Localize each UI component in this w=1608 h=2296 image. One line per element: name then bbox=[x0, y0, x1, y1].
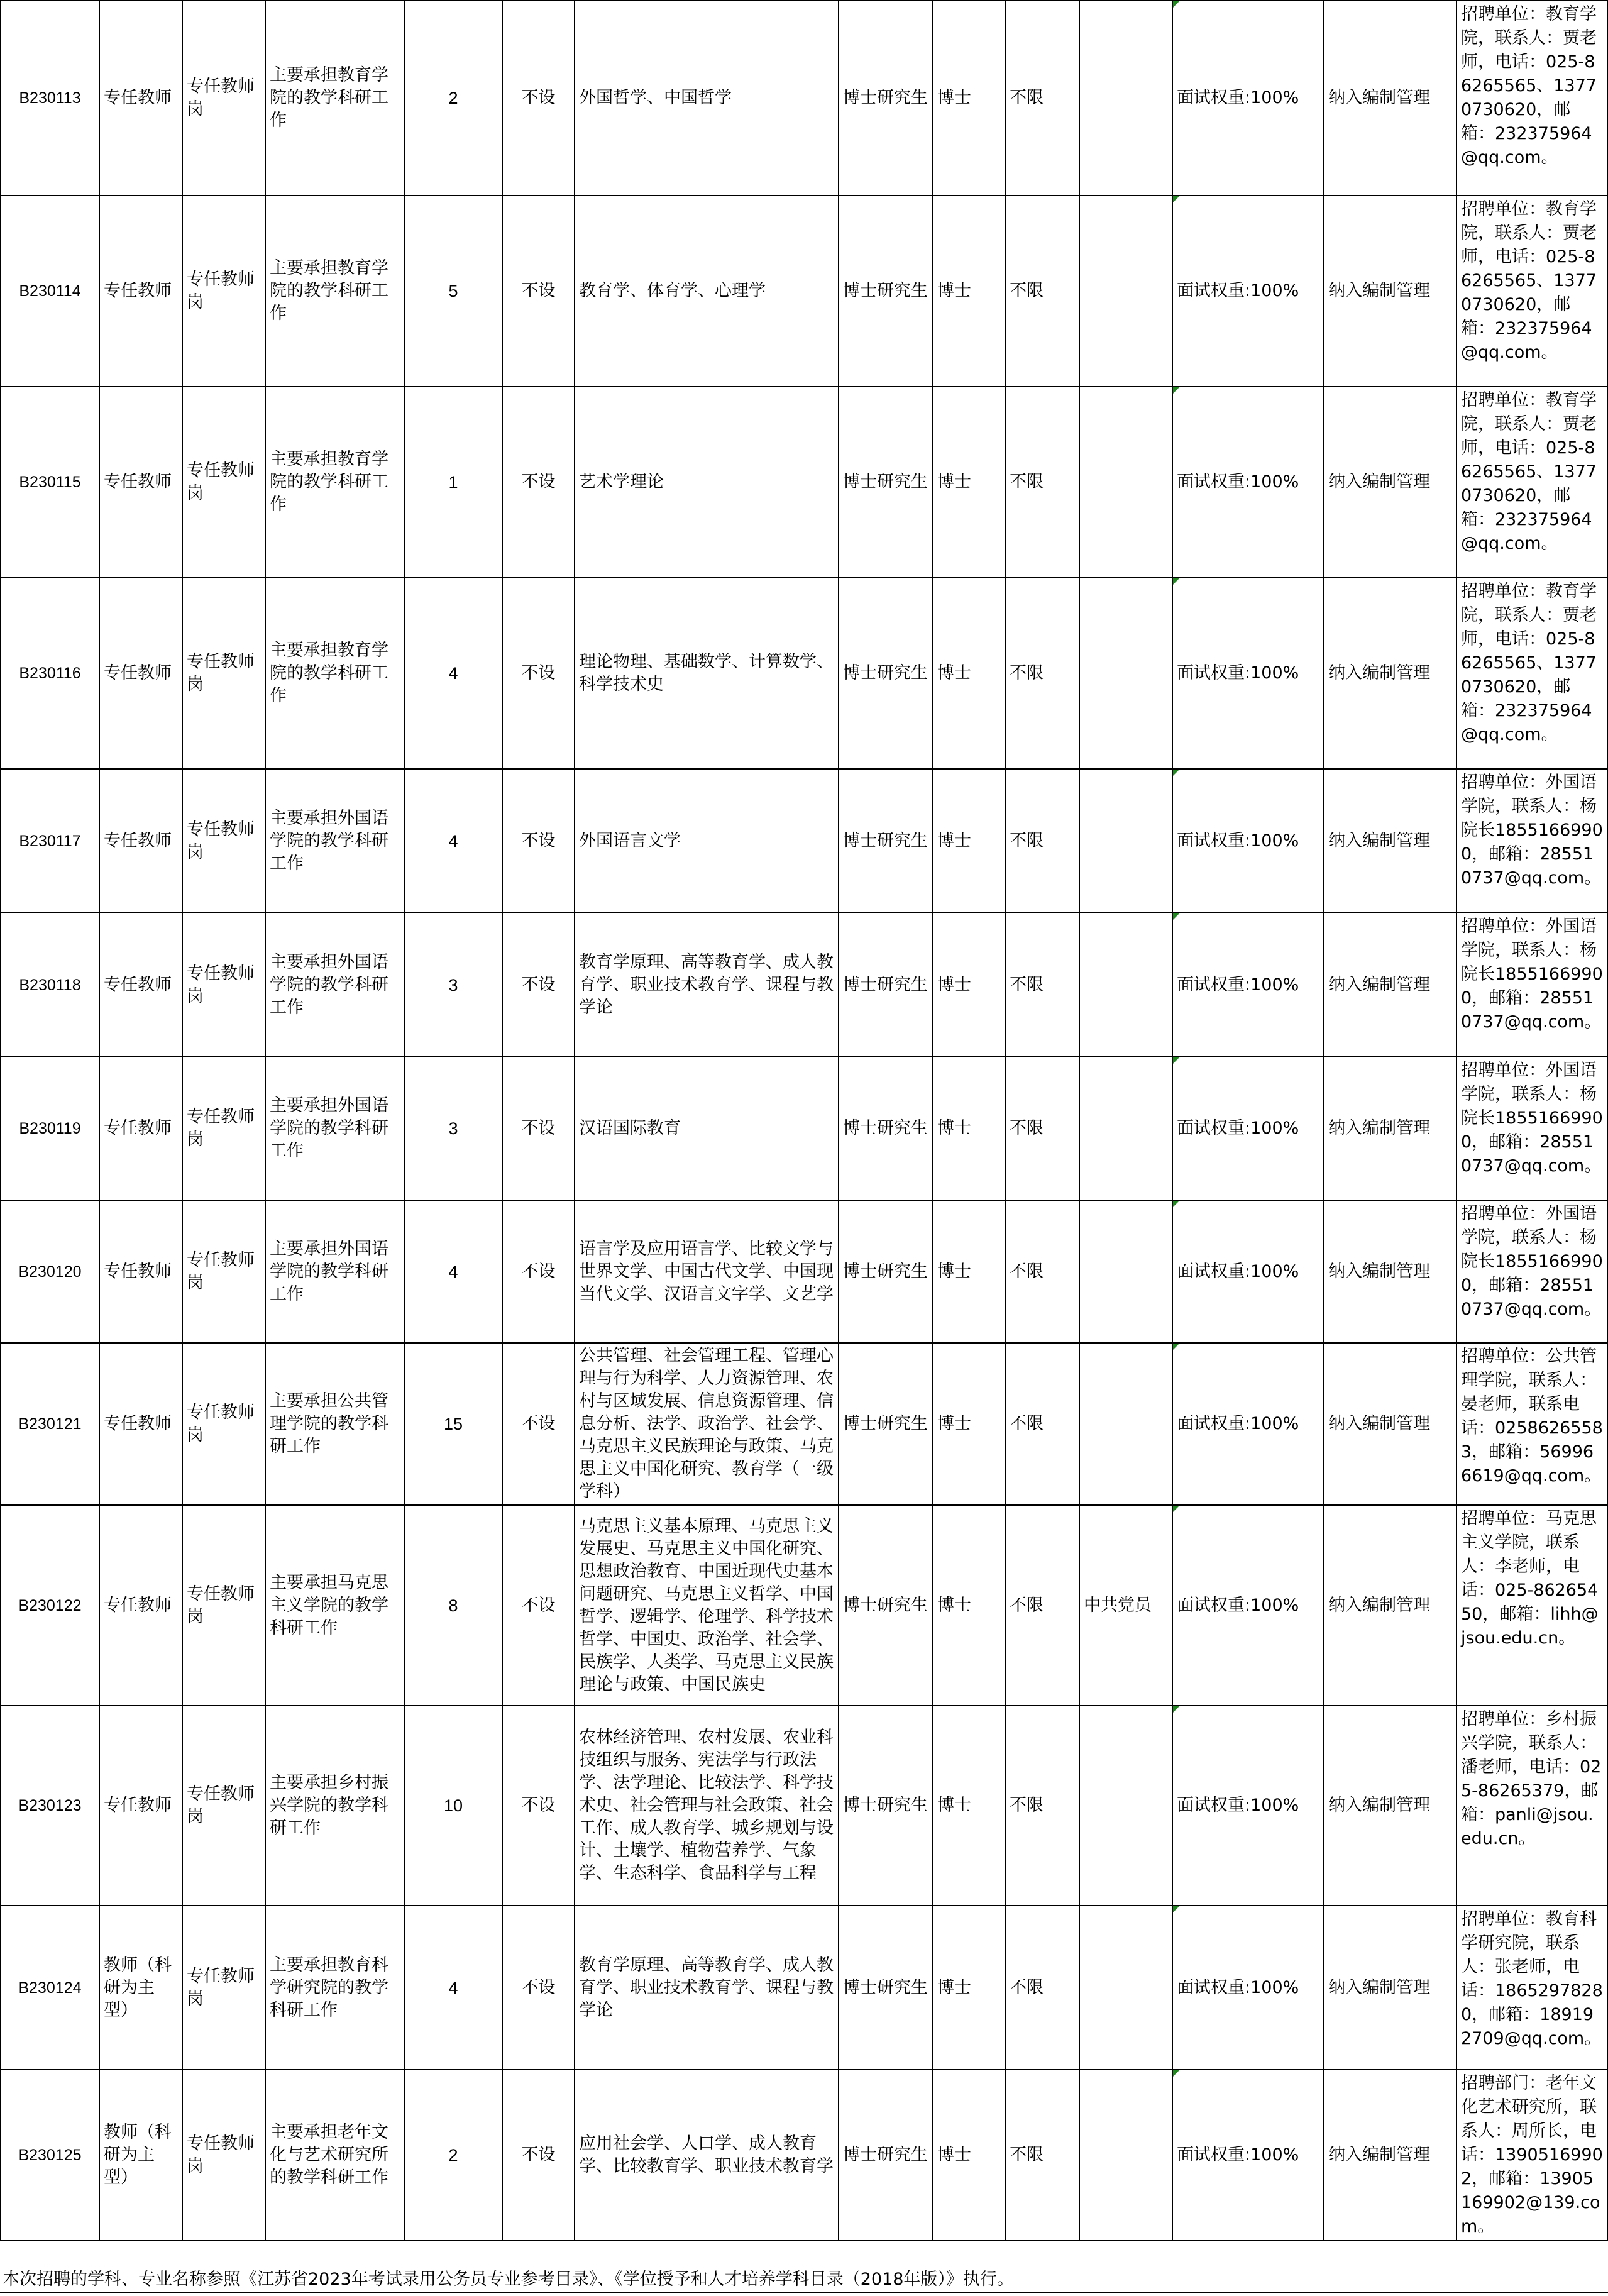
cell-contact: 招聘单位：外国语学院，联系人：杨院长18551669900，邮箱：285510737@qq.com。 bbox=[1457, 1057, 1607, 1200]
cell-exam: 面试权重:100% bbox=[1172, 1200, 1324, 1343]
cell-nature: 纳入编制管理 bbox=[1324, 2070, 1457, 2241]
cell-age: 不限 bbox=[1005, 913, 1079, 1057]
cell-major: 马克思主义基本原理、马克思主义发展史、马克思主义中国化研究、思想政治教育、中国近现代史基本问题研究、马克思主义哲学、中国哲学、逻辑学、伦理学、科学技术哲学、中国史、政治学、社会学、民族学、人类学、马克思主义民族理论与政策、中国民族史 bbox=[575, 1505, 839, 1706]
cell-ratio: 不设 bbox=[502, 387, 575, 578]
cell-other bbox=[1079, 1200, 1172, 1343]
cell-post: 专任教师岗 bbox=[182, 2070, 265, 2241]
cell-nature: 纳入编制管理 bbox=[1324, 769, 1457, 913]
cell-code: B230116 bbox=[1, 578, 99, 769]
cell-other bbox=[1079, 1057, 1172, 1200]
cell-count: 2 bbox=[404, 1, 502, 196]
table-row bbox=[1, 1343, 1607, 1505]
table-row bbox=[1, 1706, 1607, 1906]
cell-post: 专任教师岗 bbox=[182, 1200, 265, 1343]
table-row bbox=[1, 1200, 1607, 1343]
cell-major: 外国哲学、中国哲学 bbox=[575, 1, 839, 196]
cell-contact: 招聘单位：教育学院，联系人：贾老师，电话：025-86265565、13770730620，邮箱：232375964@qq.com。 bbox=[1457, 1, 1607, 196]
cell-edu: 博士研究生 bbox=[839, 1706, 933, 1906]
cell-edu: 博士研究生 bbox=[839, 387, 933, 578]
cell-code: B230122 bbox=[1, 1505, 99, 1706]
cell-ratio: 不设 bbox=[502, 1505, 575, 1706]
cell-age: 不限 bbox=[1005, 1, 1079, 196]
cell-other bbox=[1079, 196, 1172, 387]
cell-edu: 博士研究生 bbox=[839, 196, 933, 387]
cell-degree: 博士 bbox=[933, 1, 1005, 196]
cell-type: 专任教师 bbox=[99, 1200, 182, 1343]
table-row bbox=[1, 1057, 1607, 1200]
table-row bbox=[1, 769, 1607, 913]
cell-edu: 博士研究生 bbox=[839, 1, 933, 196]
cell-age: 不限 bbox=[1005, 1906, 1079, 2070]
cell-type: 专任教师 bbox=[99, 1706, 182, 1906]
cell-exam: 面试权重:100% bbox=[1172, 1343, 1324, 1505]
cell-edu: 博士研究生 bbox=[839, 913, 933, 1057]
cell-post: 专任教师岗 bbox=[182, 387, 265, 578]
cell-nature: 纳入编制管理 bbox=[1324, 578, 1457, 769]
cell-degree: 博士 bbox=[933, 1706, 1005, 1906]
cell-code: B230113 bbox=[1, 1, 99, 196]
cell-exam: 面试权重:100% bbox=[1172, 1505, 1324, 1706]
cell-contact: 招聘单位：外国语学院，联系人：杨院长18551669900，邮箱：285510737@qq.com。 bbox=[1457, 769, 1607, 913]
cell-edu: 博士研究生 bbox=[839, 1906, 933, 2070]
cell-contact: 招聘部门：老年文化艺术研究所，联系人：周所长，电话：13905169902，邮箱：13905169902@139.com。 bbox=[1457, 2070, 1607, 2241]
cell-type: 教师（科研为主型） bbox=[99, 1906, 182, 2070]
cell-degree: 博士 bbox=[933, 2070, 1005, 2241]
cell-other bbox=[1079, 387, 1172, 578]
cell-post: 专任教师岗 bbox=[182, 913, 265, 1057]
cell-contact: 招聘单位：马克思主义学院，联系人：李老师，电话：025-86265450，邮箱：lihh@jsou.edu.cn。 bbox=[1457, 1505, 1607, 1706]
cell-ratio: 不设 bbox=[502, 1, 575, 196]
cell-type: 专任教师 bbox=[99, 1, 182, 196]
cell-contact: 招聘单位：外国语学院，联系人：杨院长18551669900，邮箱：285510737@qq.com。 bbox=[1457, 1200, 1607, 1343]
cell-nature: 纳入编制管理 bbox=[1324, 196, 1457, 387]
cell-nature: 纳入编制管理 bbox=[1324, 1057, 1457, 1200]
cell-post: 专任教师岗 bbox=[182, 1, 265, 196]
cell-code: B230117 bbox=[1, 769, 99, 913]
table-row bbox=[1, 196, 1607, 387]
cell-type: 专任教师 bbox=[99, 196, 182, 387]
cell-duty: 主要承担马克思主义学院的教学科研工作 bbox=[265, 1505, 404, 1706]
cell-contact: 招聘单位：教育学院，联系人：贾老师，电话：025-86265565、13770730620，邮箱：232375964@qq.com。 bbox=[1457, 387, 1607, 578]
cell-type: 专任教师 bbox=[99, 1057, 182, 1200]
cell-age: 不限 bbox=[1005, 769, 1079, 913]
cell-exam: 面试权重:100% bbox=[1172, 913, 1324, 1057]
cell-code: B230114 bbox=[1, 196, 99, 387]
cell-post: 专任教师岗 bbox=[182, 1906, 265, 2070]
cell-duty: 主要承担公共管理学院的教学科研工作 bbox=[265, 1343, 404, 1505]
cell-code: B230118 bbox=[1, 913, 99, 1057]
cell-contact: 招聘单位：教育学院，联系人：贾老师，电话：025-86265565、13770730620，邮箱：232375964@qq.com。 bbox=[1457, 578, 1607, 769]
cell-nature: 纳入编制管理 bbox=[1324, 1906, 1457, 2070]
cell-contact: 招聘单位：教育学院，联系人：贾老师，电话：025-86265565、13770730620，邮箱：232375964@qq.com。 bbox=[1457, 196, 1607, 387]
cell-other bbox=[1079, 1706, 1172, 1906]
cell-exam: 面试权重:100% bbox=[1172, 196, 1324, 387]
cell-duty: 主要承担教育学院的教学科研工作 bbox=[265, 387, 404, 578]
cell-other bbox=[1079, 578, 1172, 769]
cell-other bbox=[1079, 913, 1172, 1057]
cell-duty: 主要承担外国语学院的教学科研工作 bbox=[265, 769, 404, 913]
cell-other bbox=[1079, 769, 1172, 913]
cell-ratio: 不设 bbox=[502, 1057, 575, 1200]
cell-nature: 纳入编制管理 bbox=[1324, 1343, 1457, 1505]
cell-age: 不限 bbox=[1005, 578, 1079, 769]
cell-duty: 主要承担教育学院的教学科研工作 bbox=[265, 196, 404, 387]
cell-exam: 面试权重:100% bbox=[1172, 1706, 1324, 1906]
table-row bbox=[1, 578, 1607, 769]
cell-major: 艺术学理论 bbox=[575, 387, 839, 578]
cell-code: B230125 bbox=[1, 2070, 99, 2241]
cell-nature: 纳入编制管理 bbox=[1324, 1505, 1457, 1706]
cell-degree: 博士 bbox=[933, 196, 1005, 387]
cell-duty: 主要承担外国语学院的教学科研工作 bbox=[265, 1057, 404, 1200]
table-row bbox=[1, 1, 1607, 196]
cell-count: 4 bbox=[404, 1906, 502, 2070]
cell-count: 4 bbox=[404, 1200, 502, 1343]
cell-duty: 主要承担教育学院的教学科研工作 bbox=[265, 1, 404, 196]
cell-code: B230115 bbox=[1, 387, 99, 578]
cell-major: 教育学、体育学、心理学 bbox=[575, 196, 839, 387]
recruitment-rows bbox=[1, 1, 1607, 2241]
cell-degree: 博士 bbox=[933, 1906, 1005, 2070]
cell-exam: 面试权重:100% bbox=[1172, 1, 1324, 196]
cell-other bbox=[1079, 1906, 1172, 2070]
cell-code: B230124 bbox=[1, 1906, 99, 2070]
cell-count: 4 bbox=[404, 769, 502, 913]
cell-degree: 博士 bbox=[933, 578, 1005, 769]
cell-edu: 博士研究生 bbox=[839, 1343, 933, 1505]
cell-count: 10 bbox=[404, 1706, 502, 1906]
cell-exam: 面试权重:100% bbox=[1172, 578, 1324, 769]
cell-exam: 面试权重:100% bbox=[1172, 769, 1324, 913]
cell-degree: 博士 bbox=[933, 913, 1005, 1057]
cell-code: B230119 bbox=[1, 1057, 99, 1200]
cell-major: 教育学原理、高等教育学、成人教育学、职业技术教育学、课程与教学论 bbox=[575, 1906, 839, 2070]
cell-edu: 博士研究生 bbox=[839, 1057, 933, 1200]
cell-edu: 博士研究生 bbox=[839, 769, 933, 913]
cell-ratio: 不设 bbox=[502, 1706, 575, 1906]
cell-edu: 博士研究生 bbox=[839, 2070, 933, 2241]
footer-note: 本次招聘的学科、专业名称参照《江苏省2023年考试录用公务员专业参考目录》、《学位授予和人才培养学科目录（2018年版）》执行。 bbox=[3, 2270, 1014, 2289]
cell-major: 外国语言文学 bbox=[575, 769, 839, 913]
cell-exam: 面试权重:100% bbox=[1172, 2070, 1324, 2241]
cell-major: 语言学及应用语言学、比较文学与世界文学、中国古代文学、中国现当代文学、汉语言文字学、文艺学 bbox=[575, 1200, 839, 1343]
cell-age: 不限 bbox=[1005, 1200, 1079, 1343]
cell-duty: 主要承担教育科学研究院的教学科研工作 bbox=[265, 1906, 404, 2070]
cell-nature: 纳入编制管理 bbox=[1324, 913, 1457, 1057]
cell-count: 4 bbox=[404, 578, 502, 769]
cell-type: 专任教师 bbox=[99, 913, 182, 1057]
cell-age: 不限 bbox=[1005, 2070, 1079, 2241]
cell-type: 专任教师 bbox=[99, 769, 182, 913]
cell-ratio: 不设 bbox=[502, 578, 575, 769]
cell-nature: 纳入编制管理 bbox=[1324, 1200, 1457, 1343]
footer-divider bbox=[0, 2292, 1608, 2293]
cell-type: 专任教师 bbox=[99, 1505, 182, 1706]
cell-duty: 主要承担外国语学院的教学科研工作 bbox=[265, 1200, 404, 1343]
cell-edu: 博士研究生 bbox=[839, 578, 933, 769]
cell-duty: 主要承担老年文化与艺术研究所的教学科研工作 bbox=[265, 2070, 404, 2241]
cell-age: 不限 bbox=[1005, 1706, 1079, 1906]
cell-nature: 纳入编制管理 bbox=[1324, 1, 1457, 196]
cell-code: B230120 bbox=[1, 1200, 99, 1343]
cell-count: 8 bbox=[404, 1505, 502, 1706]
cell-duty: 主要承担教育学院的教学科研工作 bbox=[265, 578, 404, 769]
cell-ratio: 不设 bbox=[502, 2070, 575, 2241]
cell-post: 专任教师岗 bbox=[182, 769, 265, 913]
cell-degree: 博士 bbox=[933, 1200, 1005, 1343]
table-row bbox=[1, 1505, 1607, 1706]
cell-other bbox=[1079, 1343, 1172, 1505]
cell-major: 教育学原理、高等教育学、成人教育学、职业技术教育学、课程与教学论 bbox=[575, 913, 839, 1057]
table-row bbox=[1, 913, 1607, 1057]
cell-age: 不限 bbox=[1005, 1505, 1079, 1706]
cell-post: 专任教师岗 bbox=[182, 1505, 265, 1706]
cell-contact: 招聘单位：乡村振兴学院，联系人：潘老师，电话：025-86265379，邮箱：panli@jsou.edu.cn。 bbox=[1457, 1706, 1607, 1906]
cell-degree: 博士 bbox=[933, 1057, 1005, 1200]
cell-other bbox=[1079, 2070, 1172, 2241]
cell-count: 1 bbox=[404, 387, 502, 578]
cell-exam: 面试权重:100% bbox=[1172, 1906, 1324, 2070]
cell-major: 农林经济管理、农村发展、农业科技组织与服务、宪法学与行政法学、法学理论、比较法学、科学技术史、社会管理与社会政策、社会工作、成人教育学、城乡规划与设计、土壤学、植物营养学、气象学、生态科学、食品科学与工程 bbox=[575, 1706, 839, 1906]
cell-nature: 纳入编制管理 bbox=[1324, 387, 1457, 578]
cell-duty: 主要承担外国语学院的教学科研工作 bbox=[265, 913, 404, 1057]
cell-degree: 博士 bbox=[933, 769, 1005, 913]
cell-age: 不限 bbox=[1005, 196, 1079, 387]
cell-age: 不限 bbox=[1005, 1057, 1079, 1200]
cell-ratio: 不设 bbox=[502, 1200, 575, 1343]
cell-count: 3 bbox=[404, 1057, 502, 1200]
cell-duty: 主要承担乡村振兴学院的教学科研工作 bbox=[265, 1706, 404, 1906]
cell-edu: 博士研究生 bbox=[839, 1505, 933, 1706]
cell-major: 公共管理、社会管理工程、管理心理与行为科学、人力资源管理、农村与区域发展、信息资源管理、信息分析、法学、政治学、社会学、马克思主义民族理论与政策、马克思主义中国化研究、教育学（一级学科） bbox=[575, 1343, 839, 1505]
cell-ratio: 不设 bbox=[502, 913, 575, 1057]
cell-contact: 招聘单位：教育科学研究院，联系人：张老师，电话：18652978280，邮箱：189192709@qq.com。 bbox=[1457, 1906, 1607, 2070]
cell-type: 专任教师 bbox=[99, 578, 182, 769]
cell-post: 专任教师岗 bbox=[182, 196, 265, 387]
table-row bbox=[1, 387, 1607, 578]
cell-major: 应用社会学、人口学、成人教育学、比较教育学、职业技术教育学 bbox=[575, 2070, 839, 2241]
cell-ratio: 不设 bbox=[502, 1343, 575, 1505]
cell-count: 15 bbox=[404, 1343, 502, 1505]
cell-age: 不限 bbox=[1005, 387, 1079, 578]
cell-count: 5 bbox=[404, 196, 502, 387]
cell-major: 汉语国际教育 bbox=[575, 1057, 839, 1200]
cell-ratio: 不设 bbox=[502, 769, 575, 913]
cell-degree: 博士 bbox=[933, 1343, 1005, 1505]
cell-contact: 招聘单位：外国语学院，联系人：杨院长18551669900，邮箱：285510737@qq.com。 bbox=[1457, 913, 1607, 1057]
cell-major: 理论物理、基础数学、计算数学、科学技术史 bbox=[575, 578, 839, 769]
cell-type: 专任教师 bbox=[99, 1343, 182, 1505]
cell-ratio: 不设 bbox=[502, 196, 575, 387]
cell-nature: 纳入编制管理 bbox=[1324, 1706, 1457, 1906]
cell-exam: 面试权重:100% bbox=[1172, 387, 1324, 578]
cell-post: 专任教师岗 bbox=[182, 1343, 265, 1505]
cell-edu: 博士研究生 bbox=[839, 1200, 933, 1343]
cell-degree: 博士 bbox=[933, 1505, 1005, 1706]
cell-age: 不限 bbox=[1005, 1343, 1079, 1505]
cell-count: 3 bbox=[404, 913, 502, 1057]
cell-exam: 面试权重:100% bbox=[1172, 1057, 1324, 1200]
table-row bbox=[1, 2070, 1607, 2241]
cell-post: 专任教师岗 bbox=[182, 1057, 265, 1200]
cell-degree: 博士 bbox=[933, 387, 1005, 578]
cell-type: 教师（科研为主型） bbox=[99, 2070, 182, 2241]
table-row bbox=[1, 1906, 1607, 2070]
cell-ratio: 不设 bbox=[502, 1906, 575, 2070]
cell-contact: 招聘单位：公共管理学院，联系人：晏老师，联系电话：02586265583，邮箱：569966619@qq.com。 bbox=[1457, 1343, 1607, 1505]
cell-post: 专任教师岗 bbox=[182, 1706, 265, 1906]
cell-other: 中共党员 bbox=[1079, 1505, 1172, 1706]
cell-count: 2 bbox=[404, 2070, 502, 2241]
cell-code: B230121 bbox=[1, 1343, 99, 1505]
cell-type: 专任教师 bbox=[99, 387, 182, 578]
cell-post: 专任教师岗 bbox=[182, 578, 265, 769]
cell-other bbox=[1079, 1, 1172, 196]
cell-code: B230123 bbox=[1, 1706, 99, 1906]
